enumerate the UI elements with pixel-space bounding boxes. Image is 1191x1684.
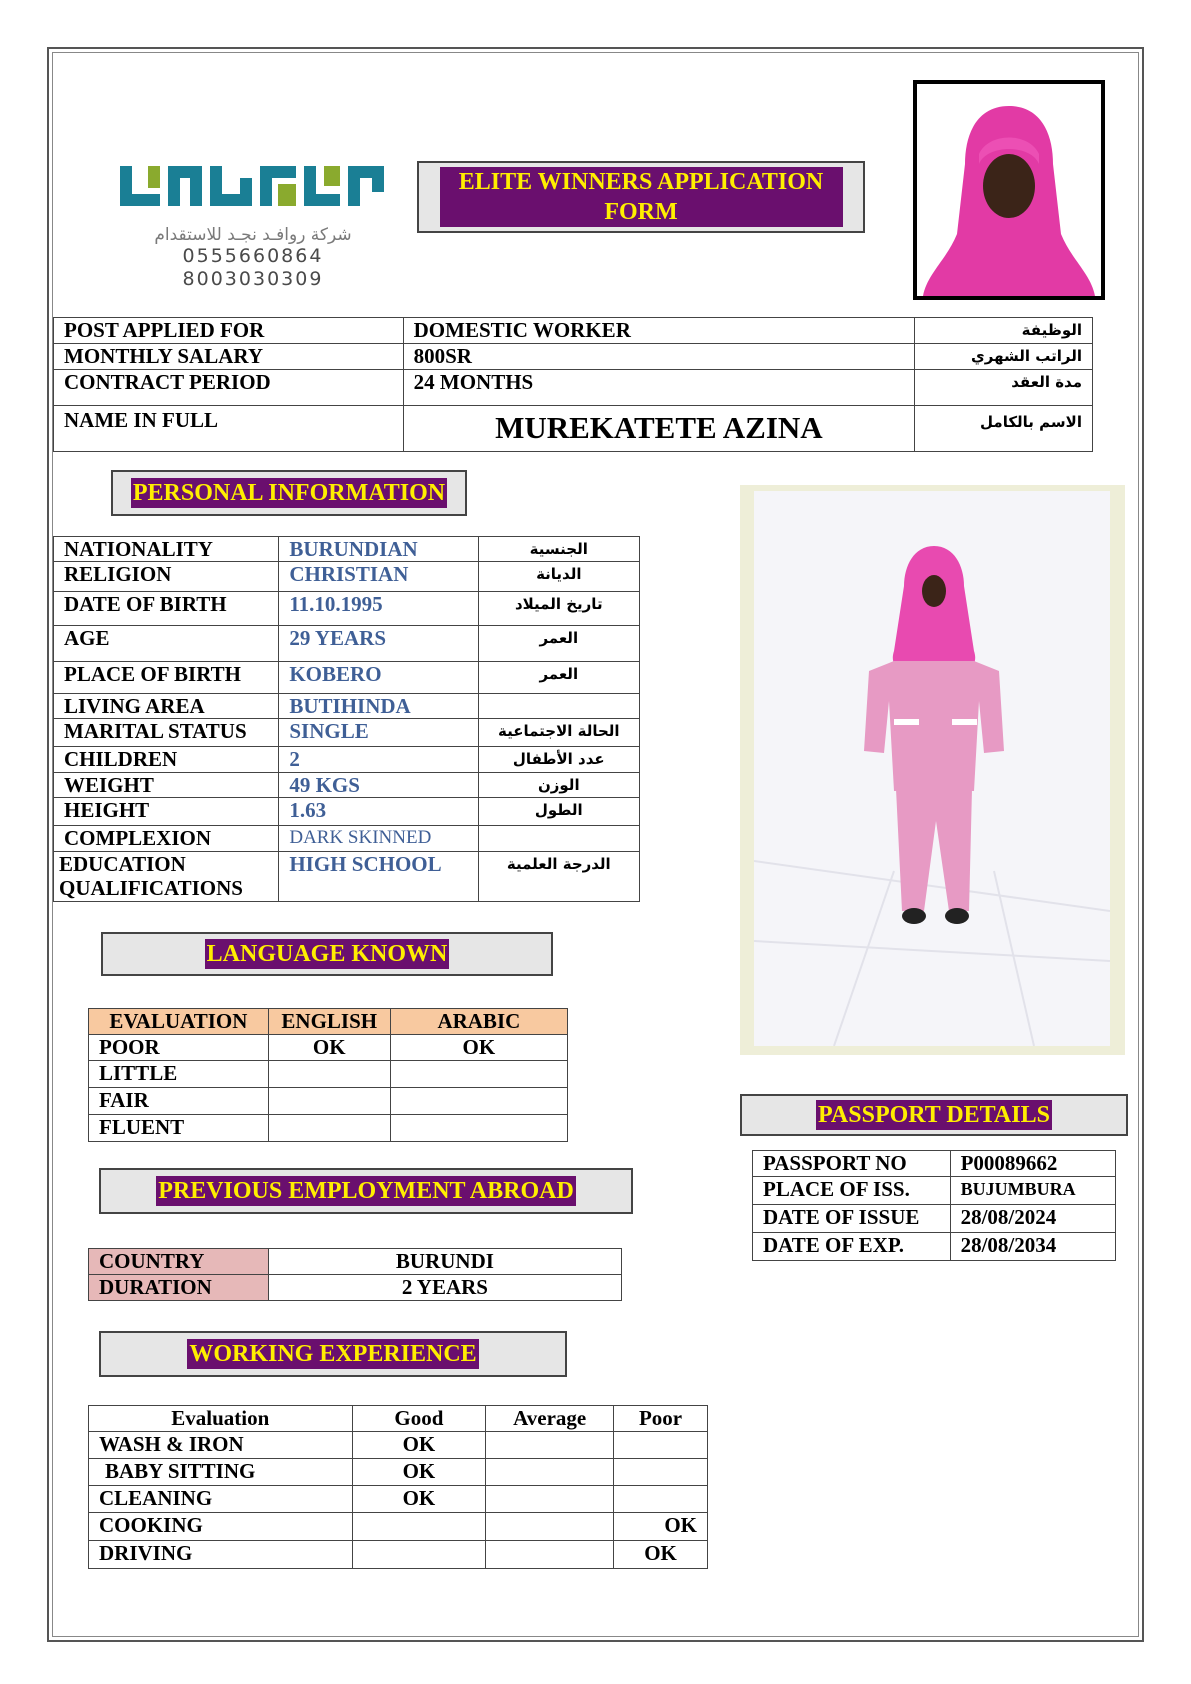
table-row [89, 1541, 708, 1569]
work-cell-good [352, 1541, 486, 1569]
table-header-row [89, 1009, 568, 1035]
complexion-value: DARK SKINNED [279, 826, 478, 852]
working-experience-header [99, 1331, 567, 1377]
children-arabic: عدد الأطفال [478, 747, 639, 773]
complexion-arabic [478, 826, 639, 852]
working-experience-table [88, 1405, 708, 1569]
table-row [54, 694, 640, 719]
duration-value: 2 YEARS [268, 1275, 621, 1301]
post-arabic: الوظيفة [915, 318, 1093, 344]
place-of-birth-value: KOBERO [279, 662, 478, 694]
date-of-issue-value: 28/08/2024 [950, 1205, 1115, 1233]
personal-info-header [111, 470, 467, 516]
full-body-figure [754, 491, 1110, 1046]
working-experience-title: WORKING EXPERIENCE [189, 1341, 477, 1367]
table-row [89, 1249, 622, 1275]
logo-mark-icon [118, 160, 388, 218]
nationality-arabic: الجنسية [478, 537, 639, 562]
form-title: ELITE WINNERS APPLICATION FORM [440, 167, 843, 227]
country-value: BURUNDI [268, 1249, 621, 1275]
lang-cell-english [268, 1115, 390, 1142]
table-row [54, 537, 640, 562]
age-arabic: العمر [478, 626, 639, 662]
lang-cell-english: OK [268, 1035, 390, 1061]
marital-status-arabic: الحالة الاجتماعية [478, 719, 639, 747]
dob-value: 11.10.1995 [279, 592, 478, 626]
date-of-issue-label: DATE OF ISSUE [753, 1205, 951, 1233]
contract-value: 24 MONTHS [403, 370, 915, 406]
education-label: EDUCATION QUALIFICATIONS [54, 852, 279, 902]
place-of-birth-arabic: العمر [478, 662, 639, 694]
table-row [89, 1115, 568, 1142]
table-row [89, 1513, 708, 1541]
weight-label: WEIGHT [54, 773, 279, 798]
work-cell-poor: OK [614, 1541, 708, 1569]
work-row-label: COOKING [89, 1513, 353, 1541]
lang-cell-english [268, 1061, 390, 1088]
previous-employment-table [88, 1248, 622, 1301]
lang-col-english: ENGLISH [268, 1009, 390, 1035]
passport-details-title: PASSPORT DETAILS [818, 1102, 1050, 1128]
table-row [89, 1035, 568, 1061]
table-row [89, 1088, 568, 1115]
portrait-photo [913, 80, 1105, 300]
work-cell-good: OK [352, 1432, 486, 1459]
height-value: 1.63 [279, 798, 478, 826]
lang-cell-english [268, 1088, 390, 1115]
table-row [54, 662, 640, 694]
work-cell-poor [614, 1432, 708, 1459]
work-row-label: DRIVING [89, 1541, 353, 1569]
table-row [54, 719, 640, 747]
dob-arabic: تاريخ الميلاد [478, 592, 639, 626]
lang-row-label: POOR [89, 1035, 269, 1061]
table-row [753, 1177, 1116, 1205]
table-header-row [89, 1406, 708, 1432]
work-row-label: BABY SITTING [89, 1459, 353, 1486]
height-arabic: الطول [478, 798, 639, 826]
language-table [88, 1008, 568, 1142]
children-label: CHILDREN [54, 747, 279, 773]
form-title-box [417, 161, 865, 233]
table-row [54, 626, 640, 662]
table-row [89, 1432, 708, 1459]
place-of-issue-label: PLACE OF ISS. [753, 1177, 951, 1205]
portrait-image [917, 84, 1101, 296]
religion-value: CHRISTIAN [279, 562, 478, 592]
work-cell-poor: OK [614, 1513, 708, 1541]
lang-cell-arabic [390, 1088, 567, 1115]
table-row [54, 798, 640, 826]
language-title: LANGUAGE KNOWN [206, 941, 448, 967]
age-value: 29 YEARS [279, 626, 478, 662]
contract-label: CONTRACT PERIOD [54, 370, 404, 406]
passport-table [752, 1150, 1116, 1261]
lang-col-evaluation: EVALUATION [89, 1009, 269, 1035]
work-col-good: Good [352, 1406, 486, 1432]
name-label: NAME IN FULL [54, 406, 404, 452]
lang-cell-arabic: OK [390, 1035, 567, 1061]
dob-label: DATE OF BIRTH [54, 592, 279, 626]
date-of-expiry-label: DATE OF EXP. [753, 1233, 951, 1261]
name-arabic: الاسم بالكامل [915, 406, 1093, 452]
logo-phone-1: 0555660864 [182, 245, 324, 267]
previous-employment-title: PREVIOUS EMPLOYMENT ABROAD [158, 1178, 574, 1204]
weight-value: 49 KGS [279, 773, 478, 798]
marital-status-label: MARITAL STATUS [54, 719, 279, 747]
age-label: AGE [54, 626, 279, 662]
post-label: POST APPLIED FOR [54, 318, 404, 344]
work-cell-good [352, 1513, 486, 1541]
table-row [54, 370, 1093, 406]
logo-arabic-name: شركة روافـد نجـد للاستقدام [154, 225, 352, 245]
logo-phone-2: 8003030309 [182, 268, 324, 290]
full-body-photo [740, 485, 1125, 1055]
living-area-value: BUTIHINDA [279, 694, 478, 719]
table-row [54, 406, 1093, 452]
marital-status-value: SINGLE [279, 719, 478, 747]
personal-info-table [53, 536, 640, 902]
passport-no-label: PASSPORT NO [753, 1151, 951, 1177]
work-col-evaluation: Evaluation [89, 1406, 353, 1432]
work-row-label: CLEANING [89, 1486, 353, 1513]
lang-cell-arabic [390, 1115, 567, 1142]
place-of-issue-value: BUJUMBURA [950, 1177, 1115, 1205]
religion-label: RELIGION [54, 562, 279, 592]
table-row [753, 1233, 1116, 1261]
full-body-image [754, 491, 1110, 1046]
living-area-arabic [478, 694, 639, 719]
name-value: MUREKATETE AZINA [403, 406, 915, 452]
date-of-expiry-value: 28/08/2034 [950, 1233, 1115, 1261]
company-logo [118, 160, 388, 295]
height-label: HEIGHT [54, 798, 279, 826]
passport-details-header [740, 1094, 1128, 1136]
children-value: 2 [279, 747, 478, 773]
table-row [753, 1205, 1116, 1233]
table-row [54, 592, 640, 626]
passport-no-value: P00089662 [950, 1151, 1115, 1177]
lang-col-arabic: ARABIC [390, 1009, 567, 1035]
lang-cell-arabic [390, 1061, 567, 1088]
nationality-label: NATIONALITY [54, 537, 279, 562]
table-row [89, 1486, 708, 1513]
work-cell-average [486, 1486, 614, 1513]
language-header [101, 932, 553, 976]
table-row [54, 318, 1093, 344]
work-cell-average [486, 1513, 614, 1541]
table-row [54, 852, 640, 902]
education-arabic: الدرجة العلمية [478, 852, 639, 902]
work-cell-poor [614, 1459, 708, 1486]
work-col-poor: Poor [614, 1406, 708, 1432]
table-row [89, 1061, 568, 1088]
contract-arabic: مدة العقد [915, 370, 1093, 406]
country-label: COUNTRY [89, 1249, 269, 1275]
post-value: DOMESTIC WORKER [403, 318, 915, 344]
lang-row-label: FLUENT [89, 1115, 269, 1142]
table-row [54, 344, 1093, 370]
table-row [54, 826, 640, 852]
table-row [54, 747, 640, 773]
weight-arabic: الوزن [478, 773, 639, 798]
work-cell-good: OK [352, 1486, 486, 1513]
work-cell-poor [614, 1486, 708, 1513]
table-row [89, 1459, 708, 1486]
table-row [89, 1275, 622, 1301]
lang-row-label: FAIR [89, 1088, 269, 1115]
living-area-label: LIVING AREA [54, 694, 279, 719]
work-cell-average [486, 1459, 614, 1486]
table-row [54, 773, 640, 798]
salary-arabic: الراتب الشهري [915, 344, 1093, 370]
table-row [753, 1151, 1116, 1177]
work-col-average: Average [486, 1406, 614, 1432]
salary-value: 800SR [403, 344, 915, 370]
work-cell-average [486, 1432, 614, 1459]
table-row [54, 562, 640, 592]
lang-row-label: LITTLE [89, 1061, 269, 1088]
work-row-label: WASH & IRON [89, 1432, 353, 1459]
nationality-value: BURUNDIAN [279, 537, 478, 562]
complexion-label: COMPLEXION [54, 826, 279, 852]
duration-label: DURATION [89, 1275, 269, 1301]
top-info-table [53, 317, 1093, 452]
previous-employment-header [99, 1168, 633, 1214]
education-value: HIGH SCHOOL [279, 852, 478, 902]
work-cell-good: OK [352, 1459, 486, 1486]
work-cell-average [486, 1541, 614, 1569]
place-of-birth-label: PLACE OF BIRTH [54, 662, 279, 694]
salary-label: MONTHLY SALARY [54, 344, 404, 370]
personal-info-title: PERSONAL INFORMATION [132, 480, 446, 506]
religion-arabic: الديانة [478, 562, 639, 592]
